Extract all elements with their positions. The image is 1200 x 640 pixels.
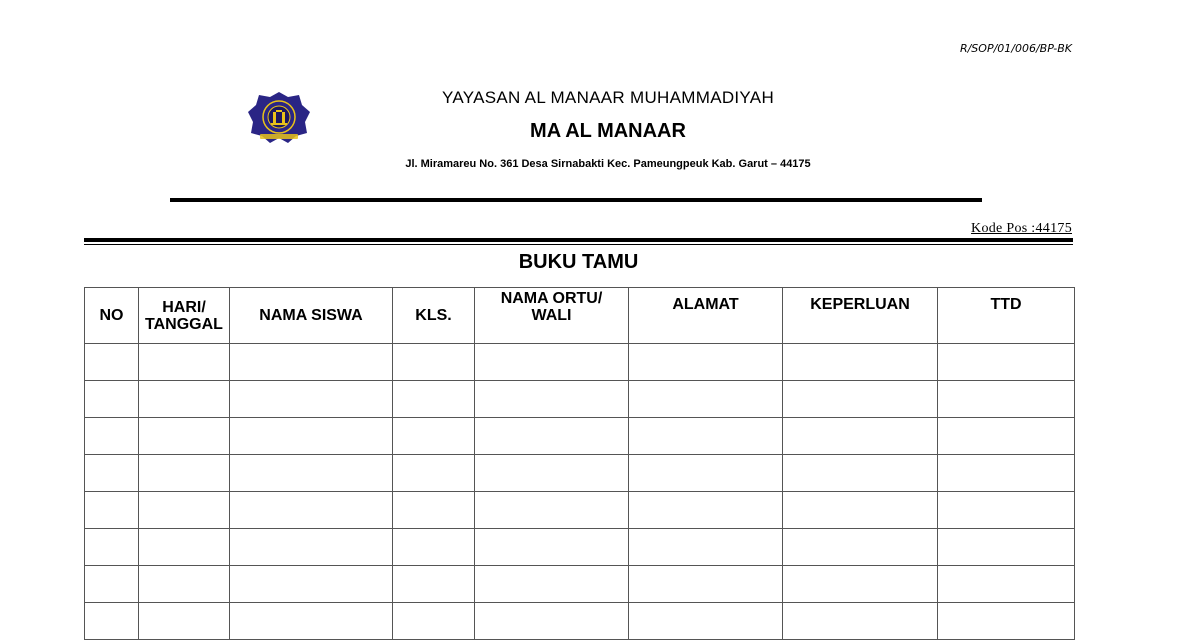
column-header-date: HARI/ TANGGAL bbox=[139, 288, 230, 344]
table-cell bbox=[85, 566, 139, 603]
table-cell bbox=[938, 492, 1075, 529]
table-cell bbox=[85, 529, 139, 566]
table-cell bbox=[783, 381, 938, 418]
table-cell bbox=[139, 455, 230, 492]
table-cell bbox=[393, 566, 475, 603]
table-cell bbox=[629, 455, 783, 492]
table-header-row bbox=[85, 288, 1075, 344]
table-cell bbox=[139, 344, 230, 381]
table-cell bbox=[475, 418, 629, 455]
table-cell bbox=[783, 455, 938, 492]
table-cell bbox=[938, 344, 1075, 381]
table-cell bbox=[230, 566, 393, 603]
column-header-no: NO bbox=[85, 288, 139, 344]
table-cell bbox=[938, 603, 1075, 640]
table-cell bbox=[629, 381, 783, 418]
table-cell bbox=[393, 381, 475, 418]
table-cell bbox=[475, 381, 629, 418]
table-cell bbox=[230, 529, 393, 566]
table-cell bbox=[393, 492, 475, 529]
table-row bbox=[85, 529, 1075, 566]
table-cell bbox=[393, 603, 475, 640]
column-header-address: ALAMAT bbox=[629, 288, 783, 344]
table-row bbox=[85, 492, 1075, 529]
column-header-signature: TTD bbox=[938, 288, 1075, 344]
document-title: BUKU TAMU bbox=[518, 251, 639, 273]
table-cell bbox=[629, 492, 783, 529]
table-cell bbox=[230, 344, 393, 381]
table-cell bbox=[139, 566, 230, 603]
table-cell bbox=[230, 492, 393, 529]
table-cell bbox=[783, 418, 938, 455]
table-cell bbox=[783, 344, 938, 381]
table-cell bbox=[230, 455, 393, 492]
table-cell bbox=[475, 492, 629, 529]
table-row bbox=[85, 603, 1075, 640]
table-cell bbox=[938, 381, 1075, 418]
table-cell bbox=[85, 455, 139, 492]
table-cell bbox=[139, 381, 230, 418]
table-cell bbox=[393, 344, 475, 381]
title-divider-thick bbox=[84, 238, 1073, 242]
guest-book-rows bbox=[85, 344, 1075, 640]
table-cell bbox=[139, 492, 230, 529]
table-cell bbox=[393, 418, 475, 455]
column-header-parent-name: NAMA ORTU/ WALI bbox=[475, 288, 629, 344]
table-row bbox=[85, 418, 1075, 455]
table-cell bbox=[139, 603, 230, 640]
table-cell bbox=[475, 566, 629, 603]
table-cell bbox=[629, 566, 783, 603]
table-cell bbox=[629, 529, 783, 566]
guest-book-table bbox=[84, 287, 1075, 640]
table-cell bbox=[139, 529, 230, 566]
table-cell bbox=[85, 418, 139, 455]
table-cell bbox=[85, 344, 139, 381]
table-cell bbox=[938, 418, 1075, 455]
column-header-class: KLS. bbox=[393, 288, 475, 344]
table-cell bbox=[783, 529, 938, 566]
table-cell bbox=[139, 418, 230, 455]
table-cell bbox=[938, 455, 1075, 492]
table-cell bbox=[629, 418, 783, 455]
table-row bbox=[85, 344, 1075, 381]
table-cell bbox=[230, 381, 393, 418]
table-cell bbox=[629, 344, 783, 381]
column-header-purpose: KEPERLUAN bbox=[783, 288, 938, 344]
organization-name: YAYASAN AL MANAAR MUHAMMADIYAH bbox=[441, 88, 775, 107]
table-cell bbox=[230, 603, 393, 640]
table-cell bbox=[938, 529, 1075, 566]
table-cell bbox=[475, 603, 629, 640]
table-cell bbox=[393, 529, 475, 566]
table-cell bbox=[85, 603, 139, 640]
table-cell bbox=[393, 455, 475, 492]
table-cell bbox=[629, 603, 783, 640]
school-name: MA AL MANAAR bbox=[530, 120, 686, 142]
table-cell bbox=[230, 418, 393, 455]
table-cell bbox=[475, 455, 629, 492]
table-row bbox=[85, 455, 1075, 492]
table-cell bbox=[85, 492, 139, 529]
table-cell bbox=[783, 566, 938, 603]
postal-code: Kode Pos :44175 bbox=[971, 221, 1072, 236]
table-cell bbox=[783, 603, 938, 640]
table-cell bbox=[475, 529, 629, 566]
column-header-student-name: NAMA SISWA bbox=[230, 288, 393, 344]
table-cell bbox=[938, 566, 1075, 603]
table-cell bbox=[85, 381, 139, 418]
letterhead-divider bbox=[170, 198, 982, 202]
school-address: Jl. Miramareu No. 361 Desa Sirnabakti Kec. Pameungpeuk Kab. Garut – 44175 bbox=[405, 158, 811, 170]
table-row bbox=[85, 566, 1075, 603]
table-cell bbox=[783, 492, 938, 529]
table-row bbox=[85, 381, 1075, 418]
table-cell bbox=[475, 344, 629, 381]
document-code: R/SOP/01/006/BP-BK bbox=[959, 42, 1072, 55]
title-divider-thin bbox=[84, 244, 1073, 245]
